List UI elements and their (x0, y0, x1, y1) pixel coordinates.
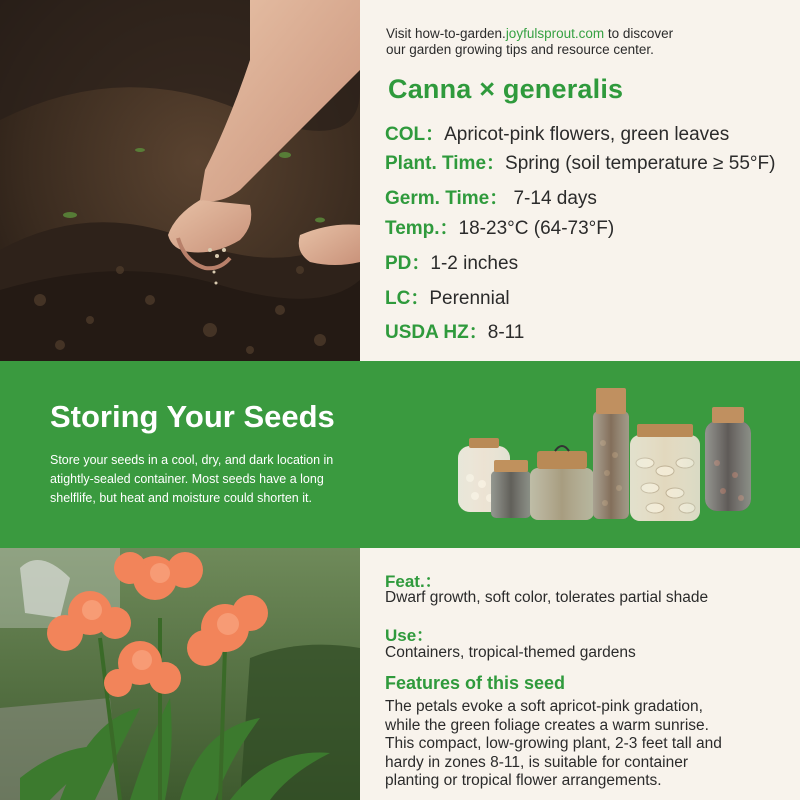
spec-planting-time-label: Plant. Time： (385, 153, 506, 174)
spec-life-cycle-label: LC： (385, 288, 430, 309)
spec-hardiness-zone-value: 8-11 (487, 322, 525, 343)
visit-line-2: our garden growing tips and resource center. (386, 42, 654, 57)
spec-temperature-label: Temp.： (385, 218, 459, 239)
seed-features-line: hardy in zones 8-11, is suitable for container (385, 753, 688, 771)
storing-seeds-text (50, 451, 380, 508)
storing-seeds-line: atightly-sealed container. Most seeds have a long (50, 472, 324, 486)
spec-germination-time-label: Germ. Time： (385, 188, 509, 209)
visit-prefix: Visit how-to-garden. (386, 26, 506, 41)
storing-seeds-banner (0, 361, 800, 548)
use-label: Use： (385, 626, 434, 645)
spec-planting-depth-label: PD： (385, 253, 431, 274)
bottom-section (0, 548, 800, 800)
spec-planting-time-value: Spring (soil temperature ≥ 55°F) (505, 153, 776, 174)
website-notice (386, 26, 786, 58)
spec-planting-depth-value: 1-2 inches (430, 253, 519, 274)
seed-features-line: The petals evoke a soft apricot-pink gradation, (385, 698, 703, 715)
seed-jars-illustration (455, 383, 765, 528)
seed-features-description (385, 698, 795, 791)
spec-life-cycle-value: Perennial (429, 288, 510, 309)
website-link[interactable]: joyfulsprout.com (505, 26, 605, 41)
seed-features-line: while the green foliage creates a warm sunrise. (385, 716, 709, 734)
storing-seeds-title: Storing Your Seeds (50, 399, 335, 434)
plant-info-panel (360, 0, 800, 361)
spec-germination-time-value: 7-14 days (508, 188, 597, 209)
spec-color (385, 119, 729, 146)
spec-germination-time (385, 183, 597, 210)
storing-seeds-line: shelflife, but heat and moisture could shorten it. (50, 491, 312, 505)
visit-suffix: to discover (604, 26, 674, 41)
canna-flower-photo (0, 548, 360, 800)
seed-features-line: planting or tropical flower arrangements. (385, 772, 662, 789)
spec-hardiness-zone (385, 317, 524, 344)
feature-text: Dwarf growth, soft color, tolerates partial shade (385, 589, 709, 606)
seed-features-heading: Features of this seed (385, 673, 566, 693)
spec-color-value: Apricot-pink flowers, green leaves (444, 124, 730, 145)
spec-color-label: COL： (385, 124, 445, 145)
hand-sowing-seeds-photo (0, 0, 360, 361)
spec-life-cycle (385, 283, 510, 310)
spec-hardiness-zone-label: USDA HZ： (385, 322, 488, 343)
spec-planting-depth (385, 248, 518, 275)
feature-label: Feat.： (385, 572, 442, 591)
spec-planting-time (385, 148, 775, 175)
seed-features-line: This compact, low-growing plant, 2-3 feet tall and (385, 735, 722, 752)
storing-seeds-line: Store your seeds in a cool, dry, and dark location in (50, 453, 334, 467)
spec-temperature (385, 213, 614, 240)
top-section (0, 0, 800, 361)
plant-name: Canna × generalis (388, 74, 624, 104)
spec-temperature-value: 18-23°C (64-73°F) (458, 218, 615, 239)
use-text: Containers, tropical-themed gardens (385, 644, 636, 661)
